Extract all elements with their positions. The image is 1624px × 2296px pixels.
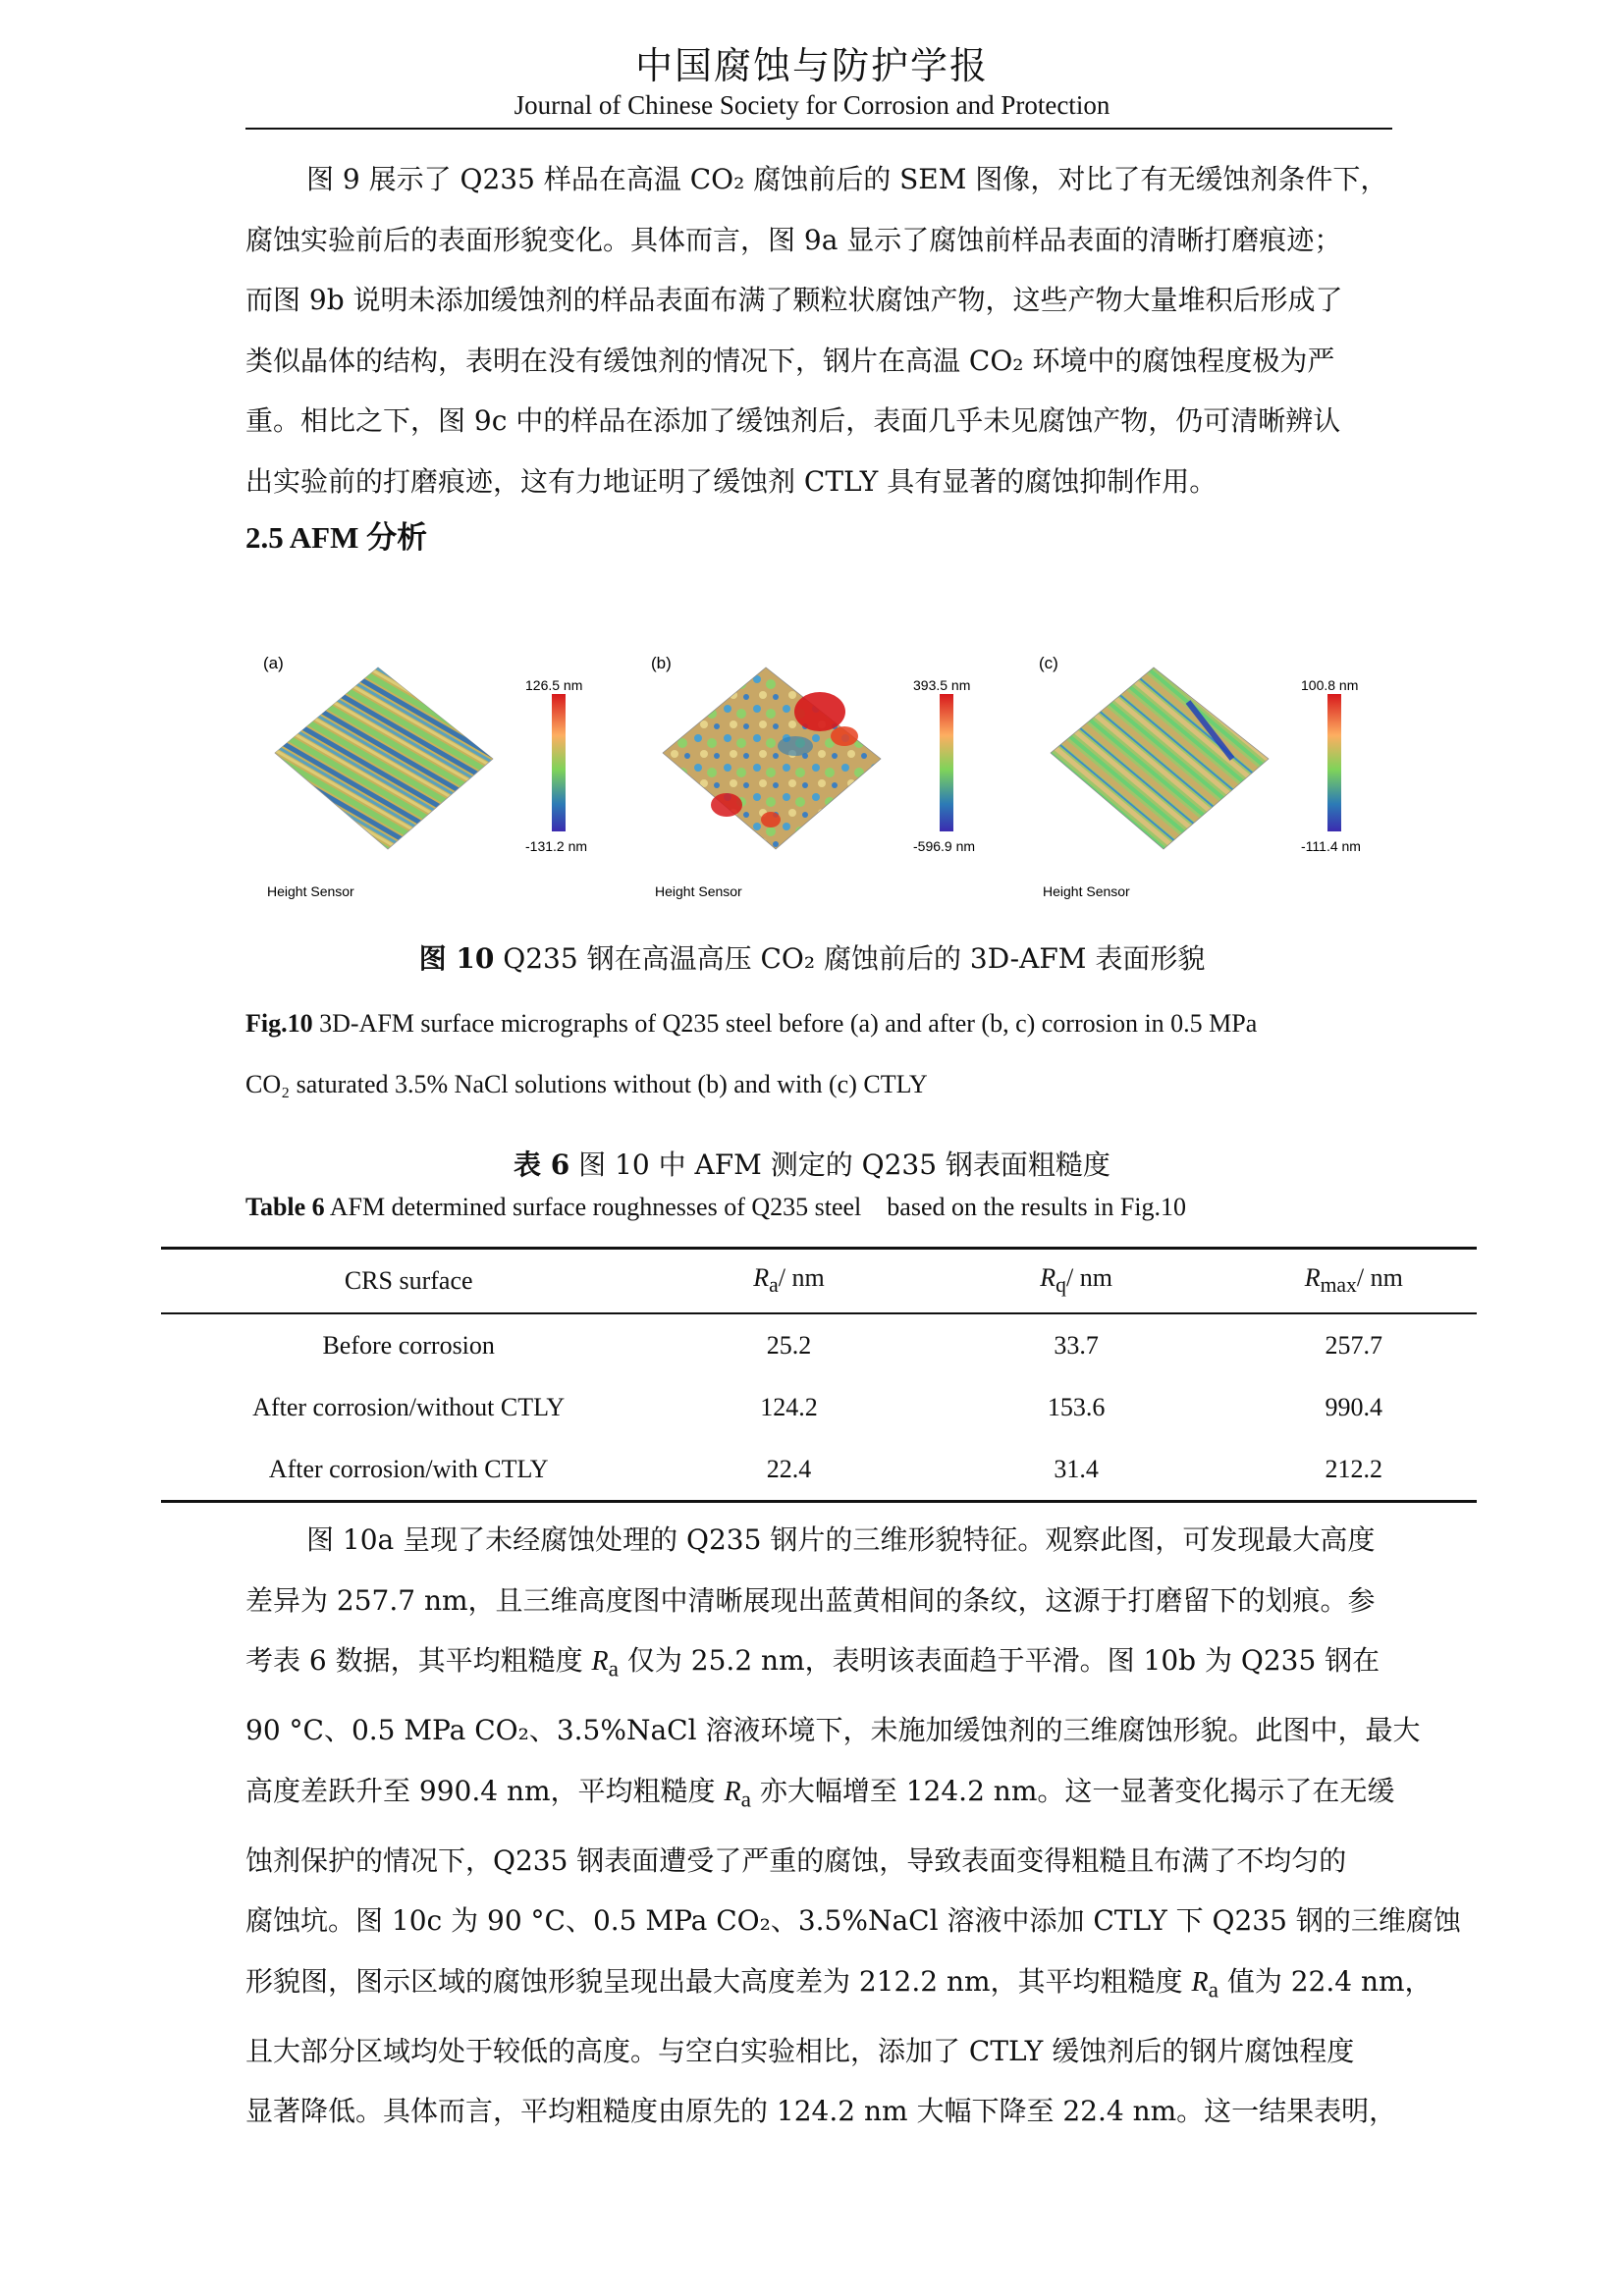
sensor-label: Height Sensor bbox=[655, 883, 742, 899]
panel-label: (b) bbox=[651, 654, 672, 672]
colorbar-min: -131.2 nm bbox=[525, 838, 588, 854]
header-rmax: $R_{max}/$ nm bbox=[1231, 1249, 1477, 1314]
cell-rmax: 212.2 bbox=[1231, 1438, 1477, 1502]
text-line: 腐蚀实验前后的表面形貌变化。具体而言，图 9a 显示了腐蚀前样品表面的清晰打磨痕迹； bbox=[245, 223, 1342, 256]
afm-panel-a bbox=[245, 643, 619, 908]
table-row bbox=[161, 1438, 1477, 1502]
header-rule bbox=[245, 128, 1392, 130]
sensor-label: Height Sensor bbox=[1043, 883, 1130, 899]
text-line: 90 °C、0.5 MPa CO₂、3.5%NaCl 溶液环境下，未施加缓蚀剂的三维腐蚀形貌。此图中，最大 bbox=[245, 1714, 1421, 1747]
figure-caption-text: CO₂ saturated 3.5% NaCl solutions without (b) and with (c) CTLY bbox=[245, 1070, 928, 1098]
table-caption-text: 图 10 中 AFM 测定的 Q235 钢表面粗糙度 bbox=[569, 1148, 1110, 1181]
panel-label: (c) bbox=[1039, 654, 1058, 672]
afm-plot-c bbox=[1021, 643, 1394, 908]
colorbar bbox=[552, 694, 566, 831]
afm-plot-a bbox=[245, 643, 619, 908]
text-line: 腐蚀坑。图 10c 为 90 °C、0.5 MPa CO₂、3.5%NaCl 溶液中添加 CTLY 下 Q235 钢的三维腐蚀 bbox=[245, 1904, 1461, 1938]
text-line: 图 9 展示了 Q235 样品在高温 CO₂ 腐蚀前后的 SEM 图像，对比了有无缓蚀剂条件下， bbox=[306, 163, 1388, 195]
journal-title-cn: 中国腐蚀与防护学报 bbox=[634, 44, 989, 87]
text-line: 图 10a 呈现了未经腐蚀处理的 Q235 钢片的三维形貌特征。观察此图，可发现最大高度 bbox=[306, 1523, 1376, 1556]
text-line: 重。相比之下，图 9c 中的样品在添加了缓蚀剂后，表面几乎未见腐蚀产物，仍可清晰辨认 bbox=[245, 404, 1341, 437]
header-rq: $R_q/$ nm bbox=[922, 1249, 1231, 1314]
figure-number-en: Fig.10 bbox=[245, 1009, 313, 1038]
figure-number-cn: 图 10 bbox=[418, 942, 495, 975]
table-number-en: Table 6 bbox=[245, 1193, 325, 1221]
header-crs-surface: CRS surface bbox=[161, 1249, 656, 1314]
text-line: 类似晶体的结构，表明在没有缓蚀剂的情况下，钢片在高温 CO₂ 环境中的腐蚀程度极为严 bbox=[245, 344, 1335, 377]
table-caption-en bbox=[245, 1193, 1186, 1222]
table-caption-text: AFM determined surface roughnesses of Q235 steel based on the results in Fig.10 bbox=[324, 1193, 1187, 1221]
afm-figure bbox=[245, 643, 1392, 908]
section-heading: 2.5 AFM 分析 bbox=[245, 520, 428, 555]
text-line: 高度差跃升至 990.4 nm，平均粗糙度 $R_a$ 亦大幅增至 124.2 nm。这一显著变化揭示了在无缓 bbox=[245, 1774, 1395, 1813]
text-line: 显著降低。具体而言，平均粗糙度由原先的 124.2 nm 大幅下降至 22.4 nm。这一结果表明， bbox=[245, 2095, 1397, 2128]
table-header-row bbox=[161, 1249, 1477, 1314]
cell-surface: After corrosion/with CTLY bbox=[161, 1438, 656, 1502]
table-number-cn: 表 6 bbox=[514, 1148, 570, 1181]
text-line: 蚀剂保护的情况下，Q235 钢表面遭受了严重的腐蚀，导致表面变得粗糙且布满了不均匀的 bbox=[245, 1843, 1347, 1877]
text-line: 差异为 257.7 nm，且三维高度图中清晰展现出蓝黄相间的条纹，这源于打磨留下的划痕。参 bbox=[245, 1583, 1376, 1617]
colorbar bbox=[940, 694, 953, 831]
afm-panel-c bbox=[1021, 643, 1394, 908]
cell-ra: 22.4 bbox=[656, 1438, 921, 1502]
cell-surface: After corrosion/without CTLY bbox=[252, 1392, 566, 1421]
cell-rq: 153.6 bbox=[1047, 1392, 1106, 1421]
colorbar-max: 126.5 nm bbox=[525, 677, 583, 693]
afm-panel-b bbox=[633, 643, 1006, 908]
header-ra: $R_a/$ nm bbox=[656, 1249, 921, 1314]
table-row bbox=[161, 1313, 1477, 1376]
afm-plot-b bbox=[633, 643, 1006, 908]
cell-ra: 124.2 bbox=[760, 1392, 818, 1421]
cell-rmax: 990.4 bbox=[1325, 1392, 1383, 1421]
figure-caption-cn bbox=[0, 937, 1624, 977]
roughness-table bbox=[161, 1247, 1477, 1503]
text-line: 考表 6 数据，其平均粗糙度 $R_a$ 仅为 25.2 nm，表明该表面趋于平滑。图 10b 为 Q235 钢在 bbox=[245, 1644, 1380, 1682]
cell-ra: 25.2 bbox=[766, 1330, 812, 1360]
figure-caption-text: Q235 钢在高温高压 CO₂ 腐蚀前后的 3D-AFM 表面形貌 bbox=[494, 942, 1206, 975]
cell-surface: Before corrosion bbox=[322, 1330, 495, 1360]
text-line: 而图 9b 说明未添加缓蚀剂的样品表面布满了颗粒状腐蚀产物，这些产物大量堆积后形成了 bbox=[245, 284, 1343, 316]
figure-caption-en bbox=[245, 993, 1392, 1115]
text-line: 形貌图，图示区域的腐蚀形貌呈现出最大高度差为 212.2 nm，其平均粗糙度 $R_a$ 值为 22.4 nm， bbox=[245, 1964, 1433, 2003]
paragraph-sem bbox=[245, 149, 1392, 511]
cell-rmax: 257.7 bbox=[1325, 1330, 1383, 1360]
table-row bbox=[161, 1376, 1477, 1438]
colorbar bbox=[1327, 694, 1341, 831]
figure-caption-text: 3D-AFM surface micrographs of Q235 steel before (a) and after (b, c) corrosion in 0.5 MPa bbox=[312, 1009, 1258, 1038]
cell-rq: 33.7 bbox=[1054, 1330, 1099, 1360]
text-line: 出实验前的打磨痕迹，这有力地证明了缓蚀剂 CTLY 具有显著的腐蚀抑制作用。 bbox=[245, 464, 1218, 498]
table-caption-cn bbox=[0, 1144, 1624, 1183]
paragraph-afm bbox=[245, 1510, 1461, 2142]
colorbar-max: 100.8 nm bbox=[1301, 677, 1359, 693]
colorbar-max: 393.5 nm bbox=[913, 677, 971, 693]
panel-label: (a) bbox=[263, 654, 284, 672]
colorbar-min: -111.4 nm bbox=[1301, 838, 1361, 854]
cell-rq: 31.4 bbox=[922, 1438, 1231, 1502]
colorbar-min: -596.9 nm bbox=[913, 838, 976, 854]
sensor-label: Height Sensor bbox=[267, 883, 354, 899]
journal-title-en: Journal of Chinese Society for Corrosion and Protection bbox=[514, 90, 1110, 120]
text-line: 且大部分区域均处于较低的高度。与空白实验相比，添加了 CTLY 缓蚀剂后的钢片腐蚀程度 bbox=[245, 2034, 1355, 2067]
